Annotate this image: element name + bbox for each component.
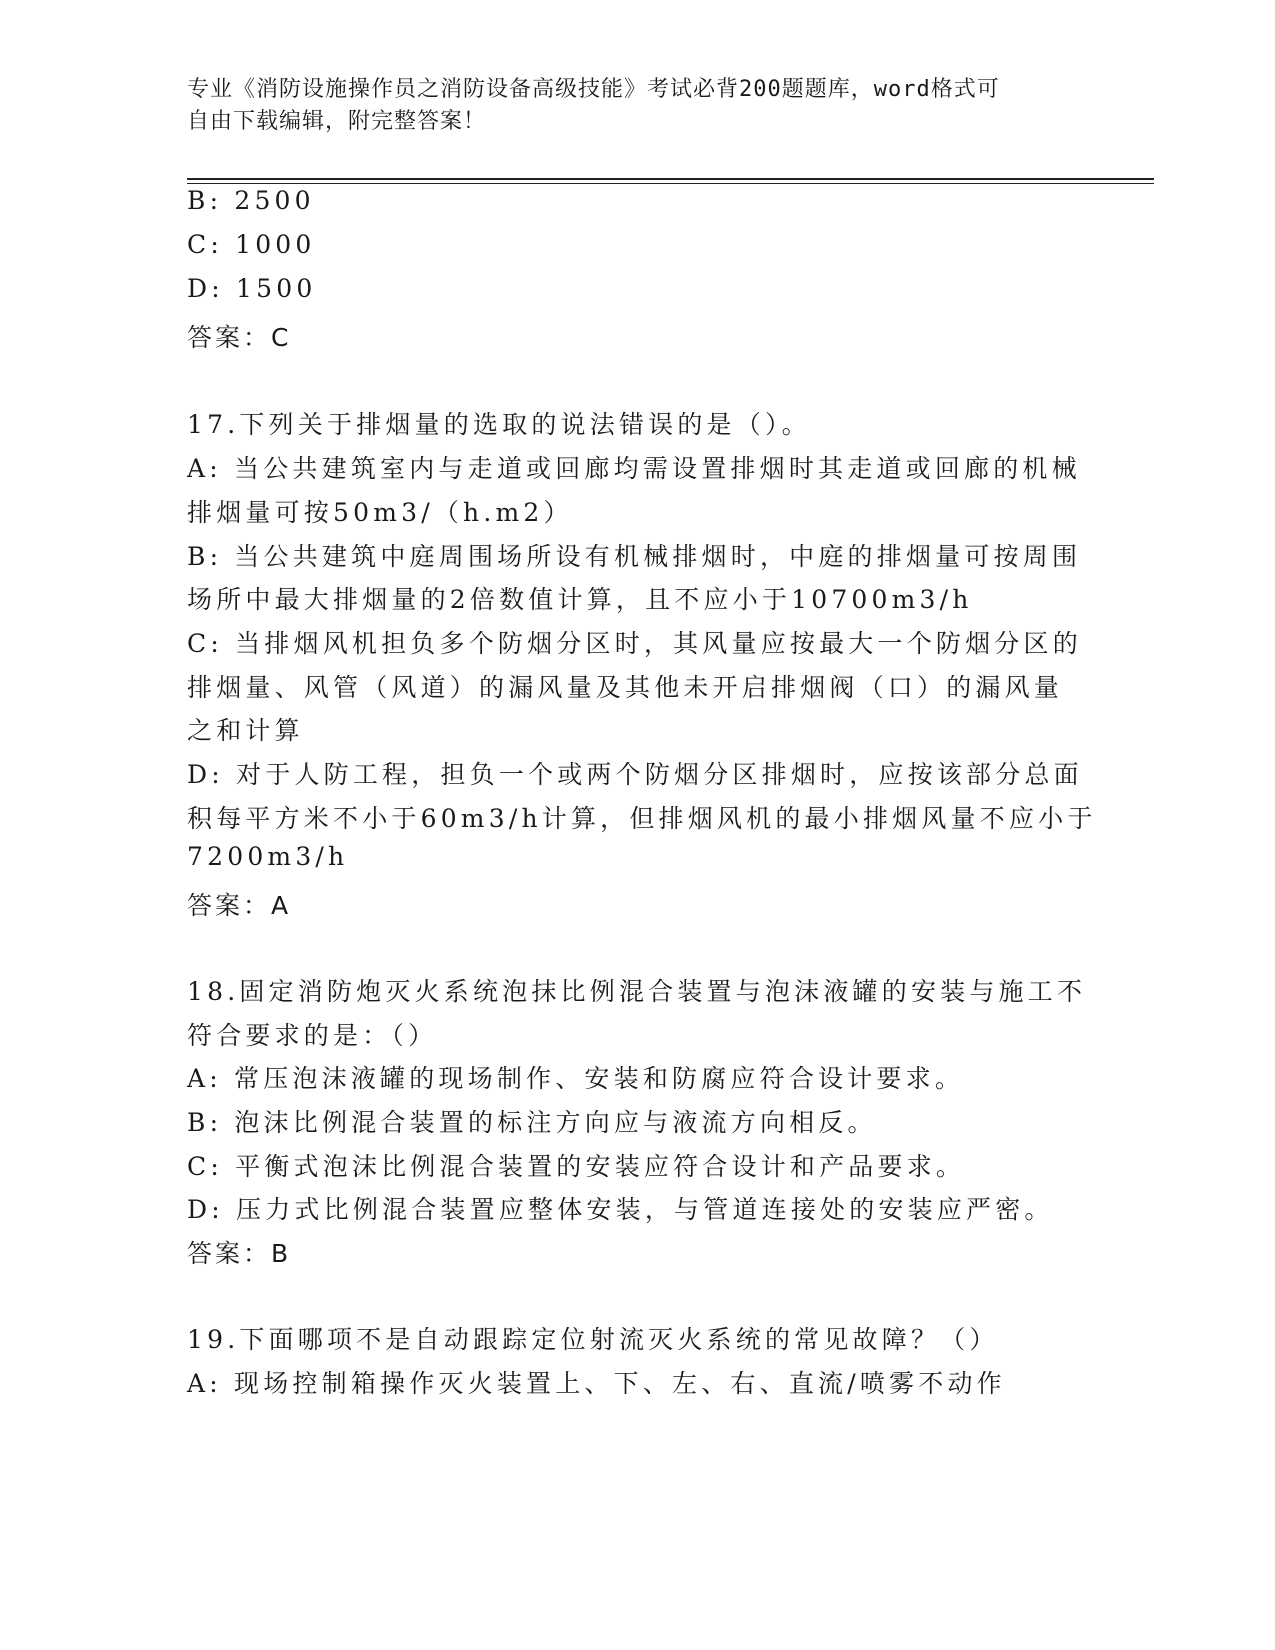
q17-option-c-line3: 之和计算: [187, 716, 304, 745]
q18-question-line2: 符合要求的是：（）: [187, 1021, 438, 1050]
q17-option-b-line1: B: 当公共建筑中庭周围场所设有机械排烟时，中庭的排烟量可按周围: [187, 542, 1082, 571]
q18-option-c: C: 平衡式泡沫比例混合装置的安装应符合设计和产品要求。: [187, 1152, 966, 1181]
q18-option-a: A: 常压泡沫液罐的现场制作、安装和防腐应符合设计要求。: [187, 1064, 965, 1093]
q16-option-c: C: 1000: [187, 230, 316, 259]
q17-option-d-line1: D: 对于人防工程，担负一个或两个防烟分区排烟时，应按该部分总面: [187, 760, 1083, 789]
q17-option-d-line2: 积每平方米不小于60m3/h计算，但排烟风机的最小排烟风量不应小于: [187, 804, 1097, 833]
q17-option-a-line2: 排烟量可按50m3/（h.m2）: [187, 498, 573, 527]
q16-option-d: D: 1500: [187, 274, 317, 303]
q18-option-b: B: 泡沫比例混合装置的标注方向应与液流方向相反。: [187, 1108, 877, 1137]
q17-option-c-line2: 排烟量、风管（风道）的漏风量及其他未开启排烟阀（口）的漏风量: [187, 673, 1064, 702]
q18-option-d: D: 压力式比例混合装置应整体安装，与管道连接处的安装应严密。: [187, 1195, 1054, 1224]
q18-answer: 答案：B: [187, 1239, 292, 1268]
q17-question: 17.下列关于排烟量的选取的说法错误的是（）。: [187, 410, 811, 439]
q17-answer: 答案：A: [187, 891, 292, 920]
document-header: [187, 74, 1067, 138]
header-line-1: 专业《消防设施操作员之消防设备高级技能》考试必背200题题库，word格式可: [187, 77, 1000, 102]
q17-option-d-line3: 7200m3/h: [187, 842, 349, 871]
q19-question: 19.下面哪项不是自动跟踪定位射流灭火系统的常见故障？（）: [187, 1325, 999, 1354]
header-divider-thick: [187, 178, 1154, 180]
q18-question-line1: 18.固定消防炮灭火系统泡抹比例混合装置与泡沫液罐的安装与施工不: [187, 977, 1087, 1006]
q17-option-a-line1: A: 当公共建筑室内与走道或回廊均需设置排烟时其走道或回廊的机械: [187, 454, 1081, 483]
q17-option-c-line1: C: 当排烟风机担负多个防烟分区时，其风量应按最大一个防烟分区的: [187, 629, 1082, 658]
header-divider-thin: [187, 183, 1154, 184]
q19-option-a: A: 现场控制箱操作灭火装置上、下、左、右、直流/喷雾不动作: [187, 1369, 1006, 1398]
q16-answer: 答案：C: [187, 323, 292, 352]
q16-option-b: B: 2500: [187, 186, 315, 215]
header-line-2: 自由下载编辑，附完整答案！: [187, 109, 487, 134]
q17-option-b-line2: 场所中最大排烟量的2倍数值计算，且不应小于10700m3/h: [187, 585, 973, 614]
